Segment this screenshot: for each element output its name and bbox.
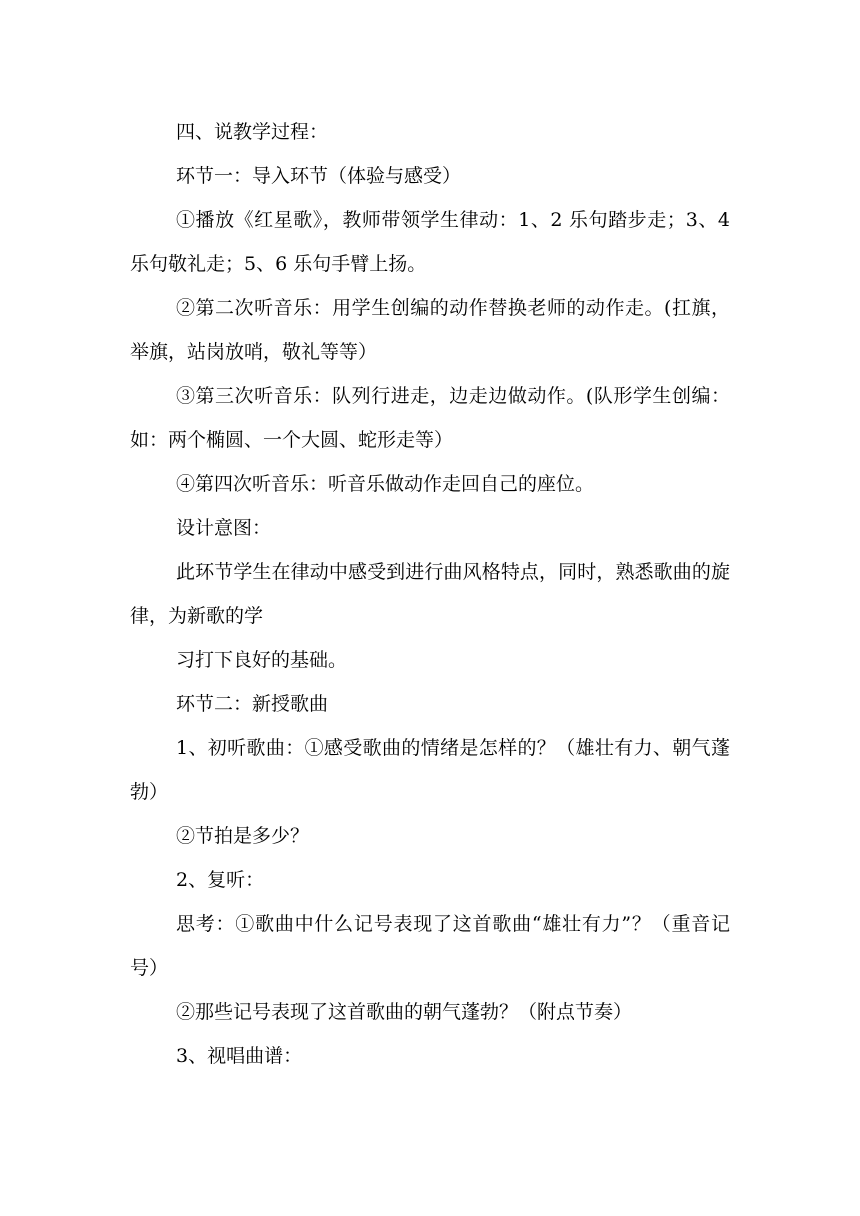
- document-body: [130, 110, 730, 1078]
- paragraph: ②第二次听音乐：用学生创编的动作替换老师的动作走。(扛旗，举旗，站岗放哨，敬礼等等）: [130, 297, 730, 363]
- paragraph: 1、初听歌曲：①感受歌曲的情绪是怎样的？（雄壮有力、朝气蓬勃）: [130, 737, 730, 803]
- section-heading: 四、说教学过程：: [176, 121, 329, 143]
- paragraph: 设计意图：: [176, 517, 272, 539]
- paragraph: ④第四次听音乐：听音乐做动作走回自己的座位。: [176, 473, 595, 495]
- subsection-heading: 环节二：新授歌曲: [176, 693, 329, 715]
- paragraph: 此环节学生在律动中感受到进行曲风格特点，同时，熟悉歌曲的旋律，为新歌的学: [130, 561, 730, 627]
- paragraph: ③第三次听音乐：队列行进走，边走边做动作。(队形学生创编：如：两个椭圆、一个大圆、蛇形走等）: [130, 385, 730, 451]
- paragraph: 3、视唱曲谱：: [176, 1045, 303, 1067]
- paragraph: ①播放《红星歌》，教师带领学生律动：1、2 乐句踏步走；3、4 乐句敬礼走；5、6 乐句手臂上扬。: [130, 209, 730, 275]
- paragraph: ②那些记号表现了这首歌曲的朝气蓬勃？（附点节奏）: [176, 1001, 633, 1023]
- paragraph: ②节拍是多少？: [176, 825, 310, 847]
- paragraph: 思考：①歌曲中什么记号表现了这首歌曲“雄壮有力”？（重音记号）: [130, 913, 730, 979]
- subsection-heading: 环节一：导入环节（体验与感受）: [176, 165, 462, 187]
- paragraph: 2、复听：: [176, 869, 265, 891]
- paragraph: 习打下良好的基础。: [176, 649, 348, 671]
